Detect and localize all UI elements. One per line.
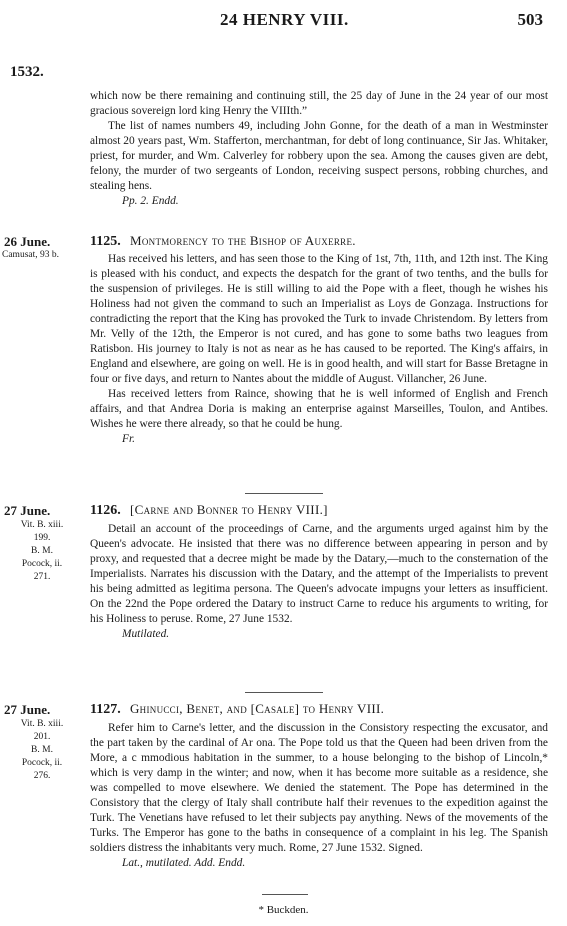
entry-divider <box>245 692 323 693</box>
entry-paragraph: Has received letters from Raince, showing that he is well informed of English and French affairs, and that Andrea Doria is making an enterprise against Marseilles, Toulon, and Antibes. Wishes he were there already, so that he could be hung. <box>90 388 548 430</box>
entry-source-ref: B. M. <box>31 546 53 556</box>
year-heading: 1532. <box>10 64 44 80</box>
entry-number: 1126. <box>90 503 121 518</box>
footnote: * Buckden. <box>258 904 309 916</box>
entry-number: 1127. <box>90 702 121 717</box>
continuation-block <box>90 89 548 209</box>
running-head <box>0 8 567 32</box>
entry-note: Pp. 2. Endd. <box>122 195 179 207</box>
running-title: 24 HENRY VIII. <box>220 10 349 29</box>
entry-source-ref: 201. <box>33 732 51 742</box>
entry-margin <box>2 702 82 783</box>
entry-source-ref: Camusat, 93 b. <box>2 250 59 260</box>
entry-title: [Carne and Bonner to Henry VIII.] <box>129 502 328 517</box>
entry-paragraph: Refer him to Carne's letter, and the discussion in the Consistory respecting the excusator, and the part taken by the cardinal of Ar ona. The Pope told us that the Queen had been driven from the More, a c mmodious habitation in the summer, to a house belonging to the bishop of Lincoln,* which is very damp in the winter; and now, when it has become more suitable as a residence, she was compelled to move elsewhere. We denied the statement. The Pope has determined in the Consistory that the clergy of Italy shall contribute half their revenues to the expedition against the Turk. The Venetians have refused to let their subjects pay anything. News of the movements of the Turks. The Emperor has gone to the baths in consequence of a complaint in his leg. The Spanish soldiers distress the inhabitants very much. Rome, 27 June 1532. Signed. <box>90 722 548 854</box>
entry-note: Fr. <box>122 433 135 445</box>
entry-source-ref: Pocock, ii. <box>21 559 63 569</box>
entry-source-ref: 276. <box>33 771 51 781</box>
footnote-rule <box>262 894 308 895</box>
entry-date: 27 June. <box>4 702 51 717</box>
entry-source-ref: 199. <box>33 533 51 543</box>
entry-title: Ghinucci, Benet, and [Casale] to Henry VIII. <box>129 701 385 716</box>
entry-note: Lat., mutilated. Add. Endd. <box>122 857 246 869</box>
entry-body <box>90 522 548 642</box>
entry-source-ref: Pocock, ii. <box>21 758 63 768</box>
entry-number: 1125. <box>90 234 121 249</box>
entry-heading <box>90 701 548 718</box>
continuation-paragraph: which now be there remaining and continuing still, the 25 day of June in the 24 year of our most gracious sovereign lord king Henry the VIIIth.” <box>90 90 548 117</box>
entry-body <box>90 721 548 871</box>
entry-heading <box>90 233 548 250</box>
entry-body <box>90 252 548 447</box>
entry-date: 27 June. <box>4 503 51 518</box>
entry-source-ref: Vit. B. xiii. <box>20 719 64 729</box>
entry-source-ref: B. M. <box>31 745 53 755</box>
entry-paragraph: Detail an account of the proceedings of Carne, and the arguments urged against him by the Queen's advocate. He insisted that there was no difference between appearing in person and by proxy, and requested that a decree might be made by the Datary,—much to the consternation of the Imperialists. Narrates his discussion with the Datary, and the attempt of the Imperialists to prevent his being admitted as legitima persona. The Queen's advocate impugns your letters as insufficient. On the 22nd the Pope ordered the Datary to instruct Carne to reduce his arguments to writing, for his Holiness to peruse. Rome, 27 June 1532. <box>90 523 548 625</box>
entry-date: 26 June. <box>4 234 51 249</box>
continuation-paragraph: The list of names numbers 49, including John Gonne, for the death of a man in Westminster almost 20 years past, Wm. Stafferton, merchantman, for debt of long continuance, Sir Jas. Whitaker, priest, for murder, and Wm. Calverley for robbery upon the sea. Among the causes given are debt, felony, the murder of two sergeants of London, receiving suspect persons, robbing churches, and stealing hens. <box>90 120 548 192</box>
entry-note: Mutilated. <box>122 628 170 640</box>
page-number: 503 <box>517 10 543 29</box>
entry-paragraph: Has received his letters, and has seen those to the King of 1st, 7th, 11th, and 12th inst. The King is pleased with his conduct, and expects the despatch for the grant of two tenths, and the bulls for the suspension of privileges. He is still willing to aid the Pope with a fleet, though he wishes his Holiness had not given the command to such an Imperialist as Loys de Gonzaga. Instructions for contradicting the report that the King has provoked the Turk to invade Christendom. By letters from Mr. Velly of the 12th, the Emperor is not cured, and has gone to some baths two leagues from Ratisbon. His journey to Italy is not as near as he has caused to be reported. The King's affairs, in England and elsewhere, are going on well. He is in good health, and will start for Basse Bretagne in four or five days, and return to Nantes about the middle of August. Villancher, 26 June. <box>90 253 548 385</box>
entry-source-ref: Vit. B. xiii. <box>20 520 64 530</box>
entry-heading <box>90 502 548 519</box>
entry-source-ref: 271. <box>33 572 51 582</box>
entry-margin <box>2 234 82 260</box>
entry-margin <box>2 503 82 584</box>
entry-title: Montmorency to the Bishop of Auxerre. <box>129 233 356 248</box>
entry-divider <box>245 493 323 494</box>
